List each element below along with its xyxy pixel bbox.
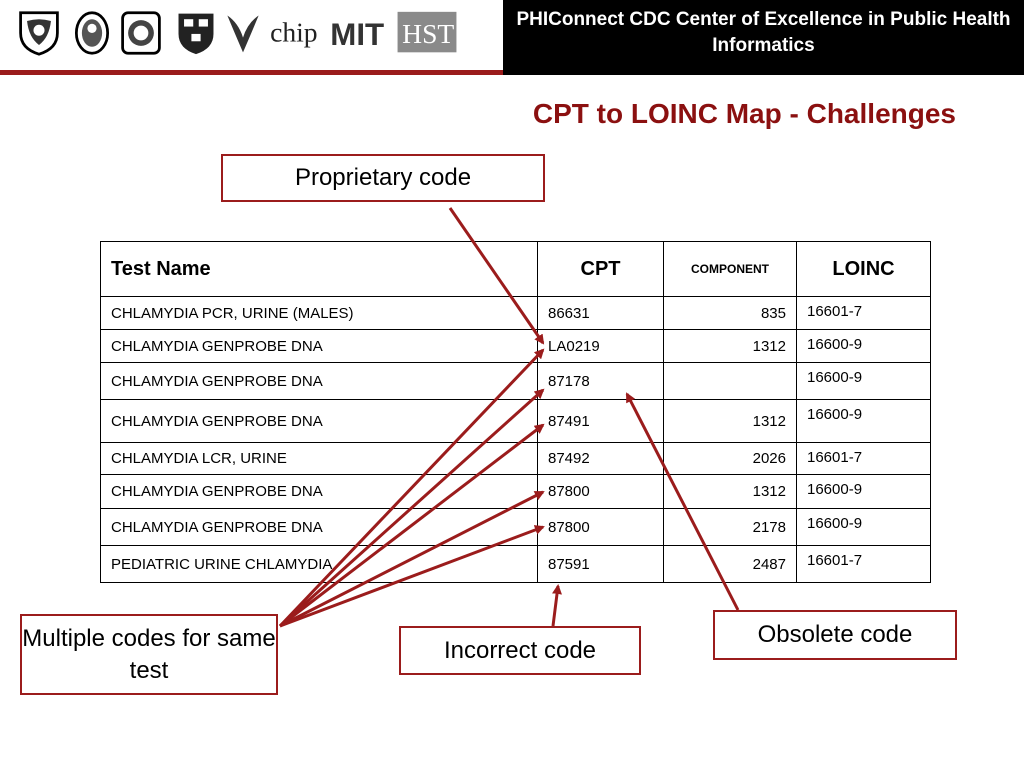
cpt-cell: 87491 (538, 400, 664, 443)
cpt-cell: 87800 (538, 475, 664, 509)
column-header-loinc: LOINC (797, 242, 931, 297)
loinc-cell: 16601-7 (797, 297, 931, 330)
harvard-medical-shield-logo (14, 10, 64, 56)
mit-logo (326, 10, 388, 56)
loinc-cell: 16600-9 (797, 330, 931, 363)
obsolete-code-label: Obsolete code (757, 621, 913, 648)
test-name-cell: PEDIATRIC URINE CHLAMYDIA (101, 546, 538, 583)
leaf-logo (222, 10, 264, 56)
slide-title: CPT to LOINC Map - Challenges (532, 98, 956, 129)
loinc-cell: 16600-9 (797, 475, 931, 509)
incorrect-arrow (553, 586, 558, 626)
loinc-cell: 16600-9 (797, 509, 931, 546)
column-header-test-name: Test Name (101, 242, 538, 297)
component-cell: 2026 (664, 443, 797, 475)
cpt-cell: 87492 (538, 443, 664, 475)
seal-oval-logo (72, 10, 112, 56)
component-cell: 1312 (664, 400, 797, 443)
hst-logo-text: HST (402, 18, 455, 50)
hst-logo (394, 10, 460, 56)
incorrect-code-callout (399, 626, 641, 675)
test-name-cell: CHLAMYDIA LCR, URINE (101, 443, 538, 475)
component-cell: 835 (664, 297, 797, 330)
cpt-cell: 87178 (538, 363, 664, 400)
loinc-cell: 16600-9 (797, 363, 931, 400)
test-name-cell: CHLAMYDIA GENPROBE DNA (101, 509, 538, 546)
column-header-cpt: CPT (538, 242, 664, 297)
component-cell (664, 363, 797, 400)
test-name-cell: CHLAMYDIA GENPROBE DNA (101, 330, 538, 363)
component-cell: 2178 (664, 509, 797, 546)
test-name-cell: CHLAMYDIA GENPROBE DNA (101, 475, 538, 509)
cpt-loinc-table (100, 241, 931, 583)
multiple-codes-callout (20, 614, 278, 695)
header-rule (0, 70, 503, 75)
cpt-cell: 87800 (538, 509, 664, 546)
table-header-row (101, 242, 931, 297)
table-row (101, 297, 931, 330)
test-name-cell: CHLAMYDIA GENPROBE DNA (101, 400, 538, 443)
table-row (101, 546, 931, 583)
table-row (101, 363, 931, 400)
test-name-cell: CHLAMYDIA PCR, URINE (MALES) (101, 297, 538, 330)
cpt-cell: LA0219 (538, 330, 664, 363)
table-row (101, 400, 931, 443)
obsolete-code-callout (713, 610, 957, 660)
multiple-codes-label: Multiple codes for same test (22, 624, 276, 684)
column-header-component: COMPONENT (664, 242, 797, 297)
header-title: PHIConnect CDC Center of Excellence in Public Health Informatics (516, 9, 1011, 56)
component-cell: 2487 (664, 546, 797, 583)
seal-round-logo (118, 10, 164, 56)
mit-logo-text: MIT (330, 16, 385, 52)
proprietary-code-label: Proprietary code (294, 164, 472, 191)
chip-logo (266, 10, 322, 56)
loinc-cell: 16600-9 (797, 400, 931, 443)
table-row (101, 475, 931, 509)
component-cell: 1312 (664, 475, 797, 509)
veritas-shield-logo (174, 10, 218, 56)
table-row (101, 330, 931, 363)
chip-logo-text: chip (270, 16, 318, 48)
proprietary-code-callout (221, 154, 545, 202)
component-cell: 1312 (664, 330, 797, 363)
loinc-cell: 16601-7 (797, 546, 931, 583)
table-row (101, 443, 931, 475)
loinc-cell: 16601-7 (797, 443, 931, 475)
cpt-cell: 87591 (538, 546, 664, 583)
incorrect-code-label: Incorrect code (443, 636, 597, 664)
table-row (101, 509, 931, 546)
cpt-cell: 86631 (538, 297, 664, 330)
test-name-cell: CHLAMYDIA GENPROBE DNA (101, 363, 538, 400)
